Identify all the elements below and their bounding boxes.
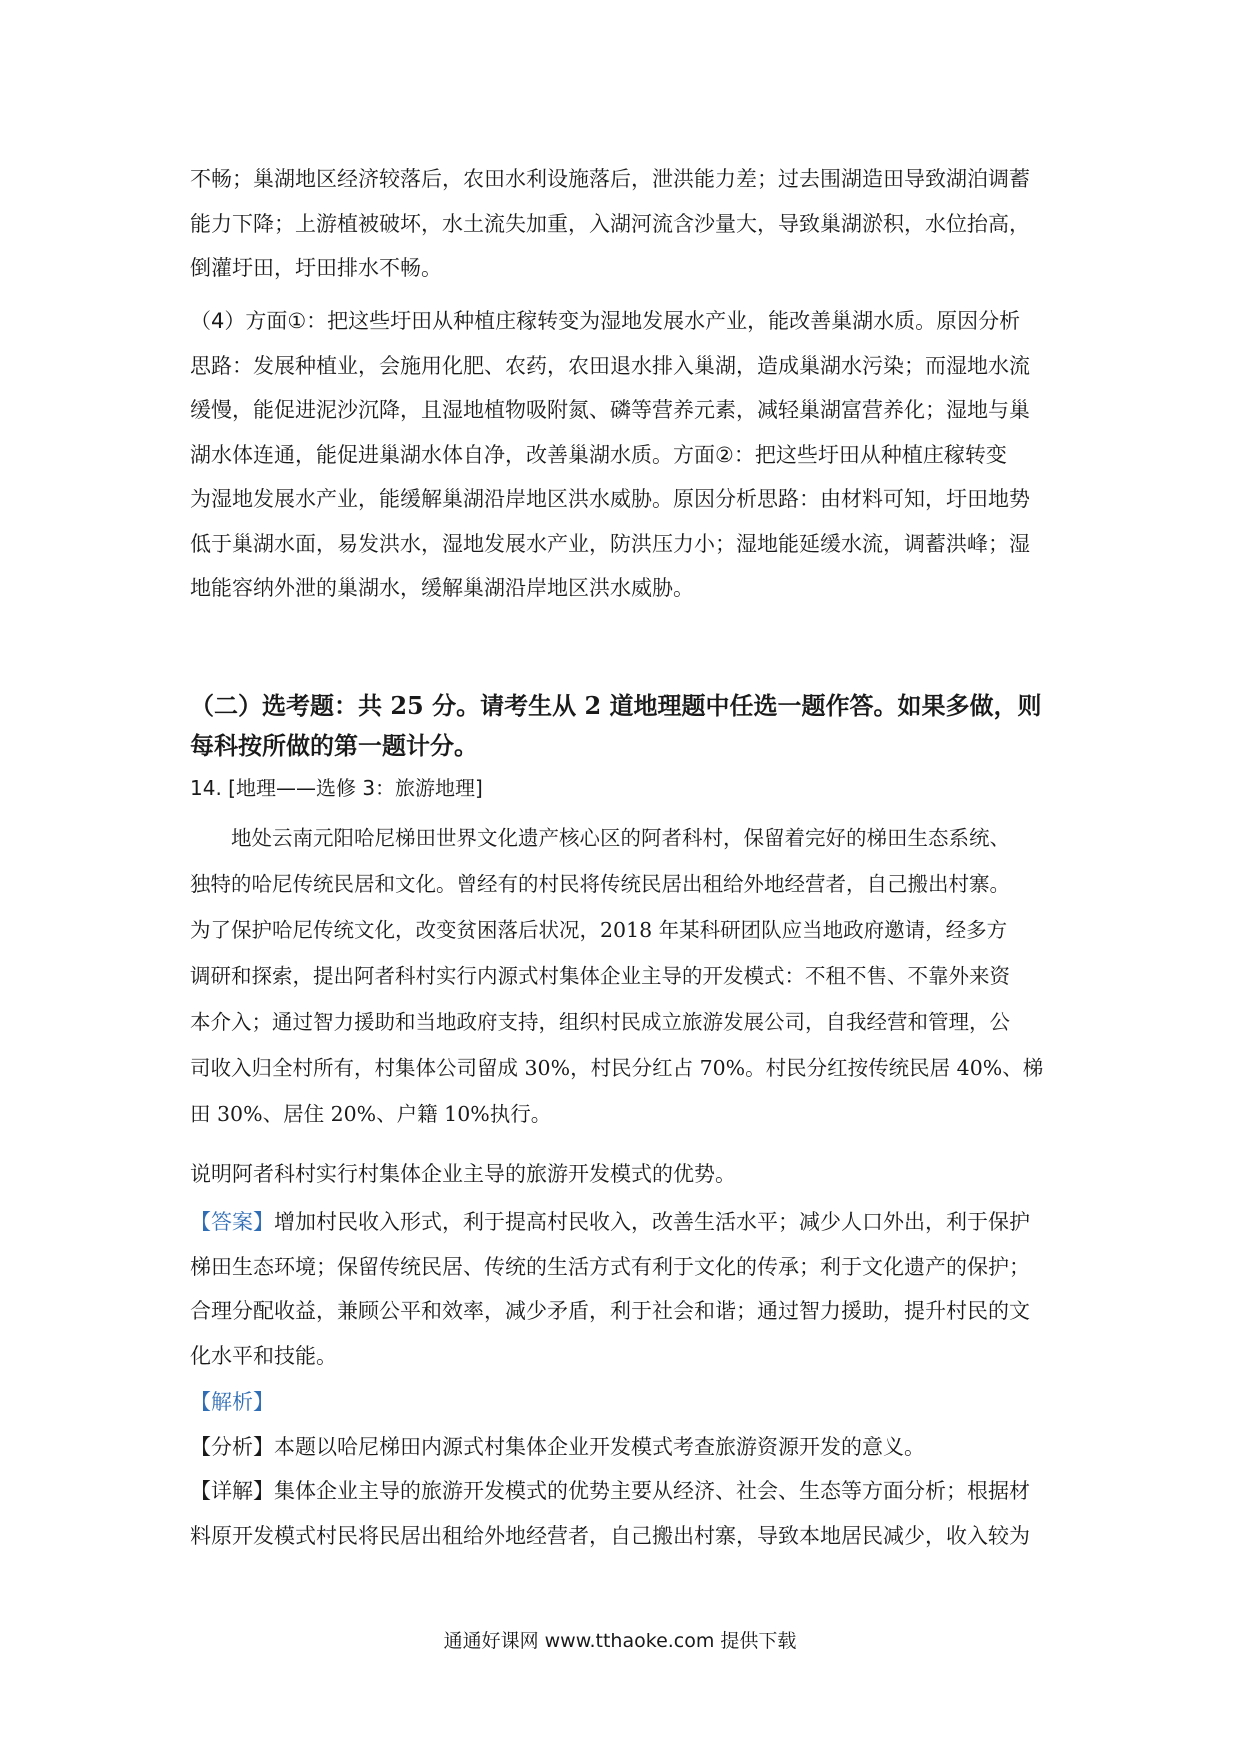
- text-line: 司收入归全村所有，村集体公司留成 30%，村民分红占 70%。村民分红按传统民居 40%、梯: [190, 1056, 1044, 1080]
- text-line: 湖水体连通，能促进巢湖水体自净，改善巢湖水质。方面②：把这些圩田从种植庄稼转变: [190, 442, 1007, 467]
- text-line: 独特的哈尼传统民居和文化。曾经有的村民将传统民居出租给外地经营者，自己搬出村寨。: [190, 872, 1010, 896]
- text-line: 调研和探索，提出阿者科村实行内源式村集体企业主导的开发模式：不租不售、不靠外来资: [190, 964, 1010, 988]
- question-14-label: [190, 772, 1060, 804]
- text-line: 梯田生态环境；保留传统民居、传统的生活方式有利于文化的传承；利于文化遗产的保护；: [190, 1254, 1030, 1279]
- question-prompt: 说明阿者科村实行村集体企业主导的旅游开发模式的优势。: [190, 1162, 736, 1186]
- analysis-tag: 【解析】: [190, 1390, 274, 1414]
- fenxi-text: 本题以哈尼梯田内源式村集体企业开发模式考查旅游资源开发的意义。: [274, 1434, 925, 1459]
- text-line: 不畅；巢湖地区经济较落后，农田水利设施落后，泄洪能力差；过去围湖造田导致湖泊调蓄: [190, 167, 1030, 191]
- fenxi-tag: 【分析】: [190, 1434, 274, 1459]
- text-line: 化水平和技能。: [190, 1343, 337, 1368]
- text-line: 料原开发模式村民将民居出租给外地经营者，自己搬出村寨，导致本地居民减少，收入较为: [190, 1523, 1030, 1548]
- xiangjie-line: [190, 1469, 1060, 1514]
- question-14-material: [190, 815, 1060, 1137]
- text-line: 为了保护哈尼传统文化，改变贫困落后状况，2018 年某科研团队应当地政府邀请，经多方: [190, 918, 1008, 942]
- text-line: 地能容纳外泄的巢湖水，缓解巢湖沿岸地区洪水威胁。: [190, 576, 694, 600]
- text-line: （4）方面①：把这些圩田从种植庄稼转变为湿地发展水产业，能改善巢湖水质。原因分析: [190, 309, 1021, 333]
- analysis-section: [190, 1380, 1060, 1558]
- text-line: 能力下降；上游植被破坏，水土流失加重，入湖河流含沙量大，导致巢湖淤积，水位抬高，: [190, 211, 1030, 236]
- heading-line: （二）选考题：共 25 分。请考生从 2 道地理题中任选一题作答。如果多做，则: [190, 691, 1042, 720]
- previous-answer-continuation: [190, 157, 1060, 291]
- answer-text: 增加村民收入形式，利于提高村民收入，改善生活水平；减少人口外出，利于保护: [274, 1210, 1030, 1234]
- heading-line: 每科按所做的第一题计分。: [190, 731, 478, 760]
- question-label: 14. [地理——选修 3：旅游地理]: [190, 776, 483, 800]
- text-line: 本介入；通过智力援助和当地政府支持，组织村民成立旅游发展公司，自我经营和管理，公: [190, 1010, 1010, 1034]
- text-line: 低于巢湖水面，易发洪水，湿地发展水产业，防洪压力小；湿地能延缓水流，调蓄洪峰；湿: [190, 531, 1030, 556]
- question-14-prompt: [190, 1152, 1060, 1197]
- answer-tag: 【答案】: [190, 1210, 274, 1234]
- page-footer: 通通好课网 www.tthaoke.com 提供下载: [443, 1630, 797, 1652]
- text-line: 缓慢，能促进泥沙沉降，且湿地植物吸附氮、磷等营养元素，减轻巢湖富营养化；湿地与巢: [190, 398, 1030, 422]
- section-heading: [190, 686, 1060, 766]
- fenxi-line: [190, 1425, 1060, 1470]
- text-line: 田 30%、居住 20%、户籍 10%执行。: [190, 1102, 552, 1126]
- text-line: 地处云南元阳哈尼梯田世界文化遗产核心区的阿者科村，保留着完好的梯田生态系统、: [190, 826, 1010, 850]
- answer-section: [190, 1200, 1060, 1378]
- xiangjie-text: 集体企业主导的旅游开发模式的优势主要从经济、社会、生态等方面分析；根据材: [274, 1479, 1030, 1503]
- text-line: 合理分配收益，兼顾公平和效率，减少矛盾，利于社会和谐；通过智力援助，提升村民的文: [190, 1299, 1030, 1323]
- text-line: 倒灌圩田，圩田排水不畅。: [190, 256, 442, 280]
- text-line: 思路：发展种植业，会施用化肥、农药，农田退水排入巢湖，造成巢湖水污染；而湿地水流: [190, 353, 1030, 378]
- part-4-answer: [190, 299, 1060, 611]
- answer-first-line: [190, 1200, 1060, 1245]
- text-line: 为湿地发展水产业，能缓解巢湖沿岸地区洪水威胁。原因分析思路：由材料可知，圩田地势: [190, 487, 1030, 511]
- xiangjie-tag: 【详解】: [190, 1479, 274, 1503]
